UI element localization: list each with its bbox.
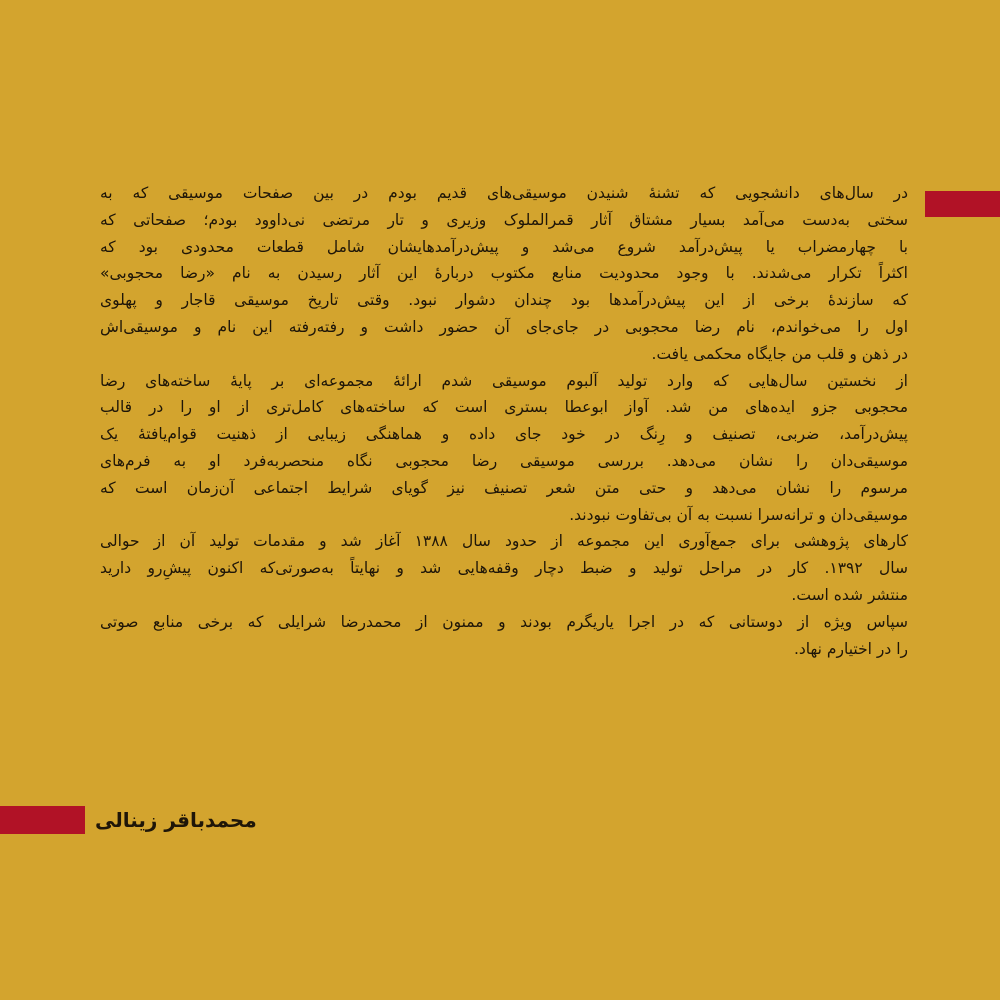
text-line: سختی به‌دست می‌آمد بسیار مشتاق آثار قمرالملوک وزیری و تار مرتضی نی‌داوود بودم؛ صفحاتی که	[100, 210, 908, 229]
text-line: کارهای پژوهشی برای جمع‌آوری این مجموعه از حدود سال ۱۳۸۸ آغاز شد و مقدمات تولید آن از حوالی	[100, 532, 908, 551]
essay-text	[100, 180, 908, 662]
text-line: در سال‌های دانشجویی که تشنهٔ شنیدن موسیقی‌های قدیم بودم در بین صفحات موسیقی که به	[100, 184, 908, 202]
text-line: که سازندهٔ برخی از این پیش‌درآمدها بود چندان دشوار نبود. وقتی تاریخ موسیقی قاجار و پهلوی	[100, 291, 908, 310]
text-line: سپاس ویژه از دوستانی که در اجرا یاریگرم بودند و ممنون از محمدرضا شرایلی که برخی منابع صوتی	[100, 612, 908, 631]
red-accent-bar-bottom	[0, 806, 85, 834]
text-line: محجوبی جزو ایده‌های من شد. آواز ابوعطا بستری است که ساخته‌های کامل‌تری از او را در قالب	[100, 398, 908, 417]
text-line: از نخستین سال‌هایی که وارد تولید آلبوم موسیقی شدم ارائهٔ مجموعه‌ای بر پایهٔ ساخته‌های رضا	[100, 371, 908, 390]
text-line: اکثراً تکرار می‌شدند. با وجود محدودیت منابع مکتوب دربارهٔ این آثار رسیدن به نام «رضا محجوبی»	[100, 264, 908, 283]
text-line: پیش‌درآمد، ضربی، تصنیف و رِنگ در خود جای داده و هماهنگی زیبایی از ذهنیت قوام‌یافتهٔ یک	[100, 425, 908, 444]
text-line: را در اختیارم نهاد.	[793, 639, 908, 658]
text-line: در ذهن و قلب من جایگاه محکمی یافت.	[651, 344, 908, 363]
red-accent-bar-top	[925, 191, 1000, 217]
text-line: با چهارمضراب یا پیش‌درآمد شروع می‌شد و پیش‌درآمدهایشان شامل قطعات محدودی بود که	[100, 237, 908, 256]
text-line: منتشر شده است.	[791, 585, 908, 604]
text-line: موسیقی‌دان را نشان می‌دهد. بررسی موسیقی رضا محجوبی نگاه منحصربه‌فرد او به فرم‌های	[100, 451, 908, 470]
text-line: اول را می‌خواندم، نام رضا محجوبی در جای‌جای آن حضور داشت و رفته‌رفته این نام و موسیقی‌اش	[100, 317, 908, 336]
text-line: سال ۱۳۹۲. کار در مراحل تولید و ضبط دچار وقفه‌هایی شد و نهایتاً به‌صورتی‌که اکنون پیش‌ِرو دارید	[100, 559, 908, 578]
text-line: مرسوم را نشان می‌دهد و حتی متن شعر تصنیف نیز گویای شرایط اجتماعی آن‌زمان است که	[100, 478, 908, 497]
text-line: موسیقی‌دان و ترانه‌سرا نسبت به آن بی‌تفاوت نبودند.	[569, 505, 908, 524]
author-signature: محمدباقر زینالی	[95, 808, 257, 832]
